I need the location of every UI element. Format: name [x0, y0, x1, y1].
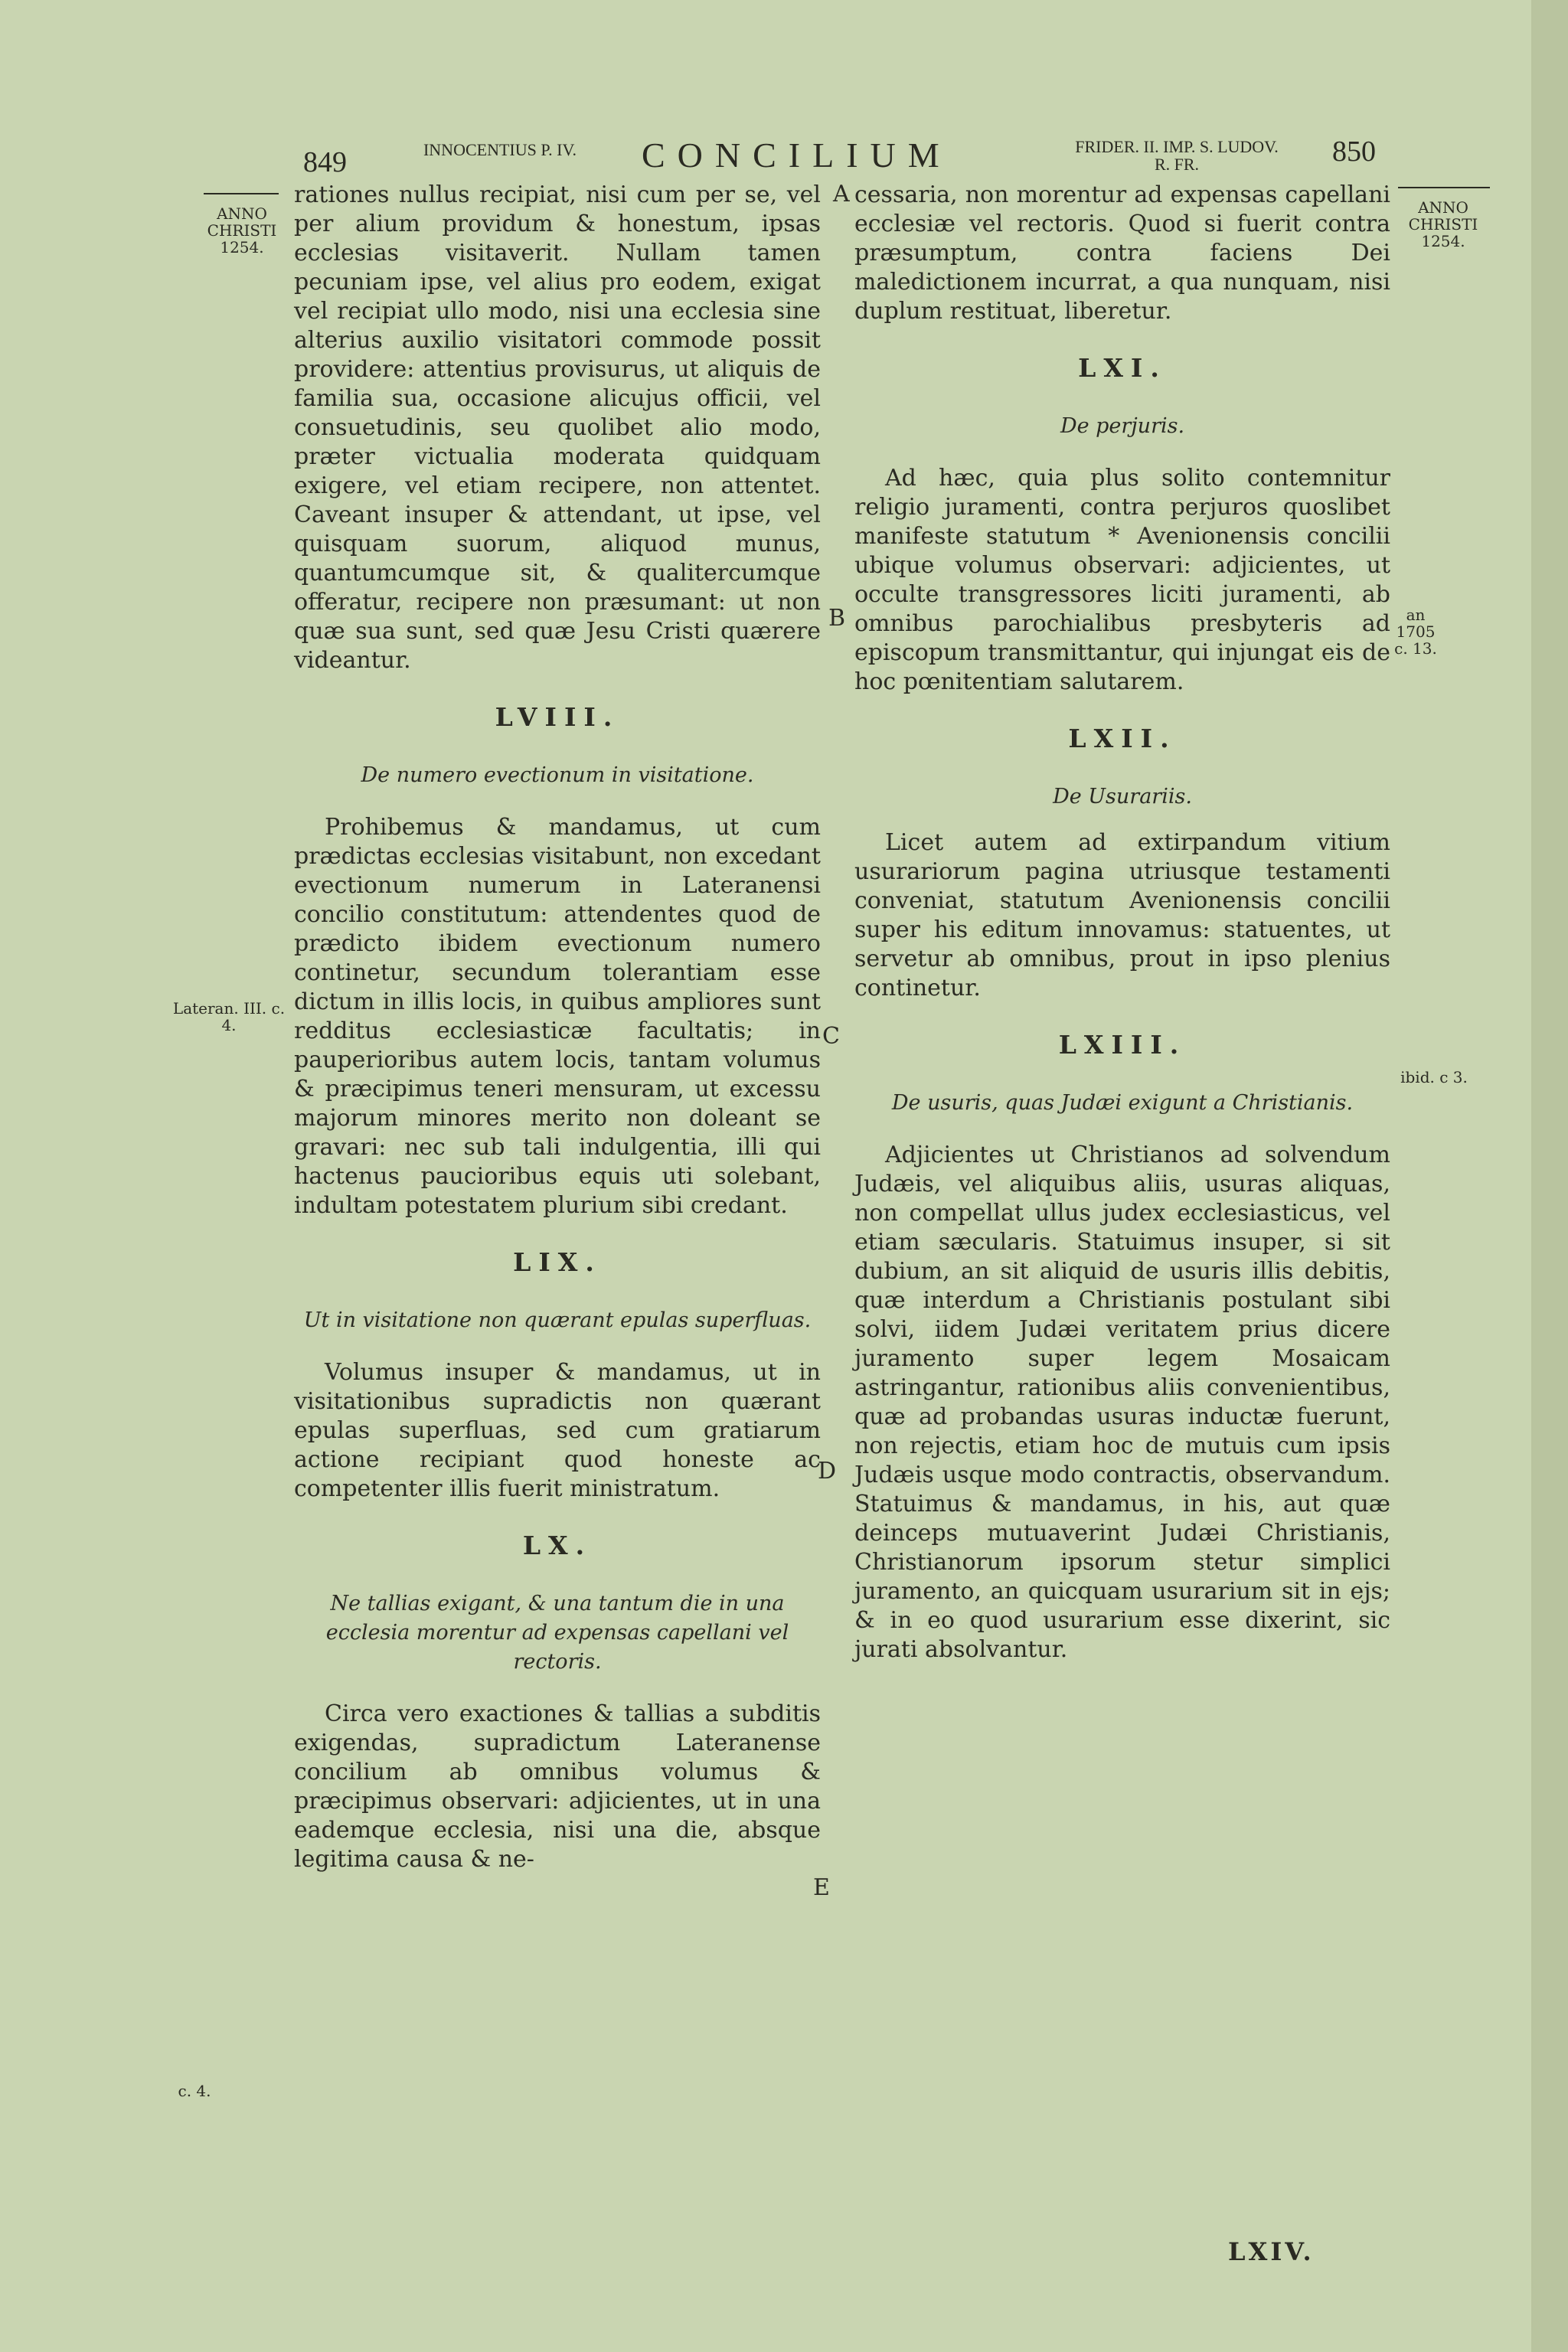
margin-ibid-ref: ibid. c 3. — [1400, 1068, 1468, 1086]
catchword: LXIV. — [1228, 2237, 1315, 2266]
section-number-58: LVIII. — [495, 702, 620, 732]
page-edge-strip — [1531, 0, 1568, 2352]
margin-lateran-ref: Lateran. III. c. 4. — [172, 999, 286, 1034]
section-number-62: LXII. — [1068, 724, 1177, 753]
page-number-right: 850 — [1332, 136, 1376, 168]
section-number-60: LX. — [522, 1530, 593, 1560]
paragraph-intro: rationes nullus recipiat, nisi cum per se, vel per alium providum & honestum, ipsas ecclesias visitaverit. Nullam tamen pecuniam ipse, vel alius pro eodem, exigat vel recipiat ullo modo, nisi una ecclesia sine alterius auxilio visitatori commode possit providere: attentius provisurus, ut aliquis de familia sua, occasione alicujus officii, vel consuetudinis, seu quolibet alio modo, præter victualia moderata quidquam exigere, vel etiam recipere, non attentet. Caveant insuper & attendant, ut ipse, vel quisquam suorum, aliquod munus, quantumcumque sit, & qualitercumque offeratur, recipere non præsumant: ut non quæ sua sunt, sed quæ Jesu Cristi quærere videantur. — [294, 181, 821, 674]
section-number-59: LIX. — [513, 1247, 602, 1277]
running-head-right: FRIDER. II. IMP. S. LUDOV. R. FR. — [1075, 137, 1279, 174]
margin-rule-right — [1398, 187, 1490, 188]
left-column — [294, 181, 821, 1874]
section-letter-e: E — [813, 1874, 830, 1901]
paragraph-63: Adjicientes ut Christianos ad solvendum Judæis, vel aliquibus aliis, usuras aliquas, non compellat ullus judex ecclesiasticus, vel etiam sæcularis. Statuimus insuper, si sit dubium, an sit aliquid de usuris illis debitis, quæ interdum a Christianis postulant sibi solvi, iidem Judæi veritatem prius dicere juramento super legem Mosaicam astringantur, rationibus aliis convenientibus, quæ ad probandas usuras inductæ fuerunt, non rejectis, etiam hoc de mutuis cum ipsis Judæis usque modo contractis, observandum. Statuimus & mandamus, in his, aut quæ deinceps mutuaverint Judæi Christianis, Christianorum ipsorum stetur simplici juramento, an quicquam usurarium sit in ejs; & in eo quod usurarium esse dixerint, sic jurati absolvantur. — [854, 1142, 1390, 1663]
paragraph-62: Licet autem ad extirpandum vitium usurariorum pagina utriusque testamenti conveniat, statutum Avenionensis concilii super his editum innovamus: statuentes, ut servetur ab omnibus, prout in ipso plenius continetur. — [854, 829, 1390, 1001]
margin-avenion-ref: an 1705 c. 13. — [1394, 606, 1437, 658]
section-title-62: De Usurariis. — [1053, 785, 1192, 808]
margin-anno-left: ANNO CHRISTI 1254. — [207, 204, 277, 256]
section-letter-a: A — [833, 181, 850, 207]
section-letter-d: D — [818, 1458, 837, 1485]
running-head-left: INNOCENTIUS P. IV. — [423, 140, 577, 159]
section-title-63: De usuris, quas Judæi exigunt a Christianis. — [891, 1091, 1354, 1115]
section-letter-b: B — [828, 605, 846, 632]
running-head-title: CONCILIUM — [642, 136, 952, 175]
right-column — [854, 181, 1390, 1664]
paragraph-60: Circa vero exactiones & tallias a subditis exigendas, supradictum Lateranense concilium ab omnibus volumus & præcipimus observari: adjicientes, ut in una eademque ecclesia, nisi una die, absque legitima causa & ne- — [294, 1700, 821, 1873]
margin-c4-ref: c. 4. — [178, 2082, 211, 2100]
section-title-59: Ut in visitatione non quærant epulas superfluas. — [303, 1308, 812, 1332]
section-title-60: Ne tallias exigant, & una tantum die in una ecclesia morentur ad expensas capellani vel rectoris. — [325, 1592, 789, 1674]
paragraph-58: Prohibemus & mandamus, ut cum prædictas ecclesias visitabunt, non excedant evectionum numerum in Lateranensi concilio constitutum: attendentes quod de prædicto ibidem evectionum numero continetur, secundum tolerantiam esse dictum in illis locis, in quibus ampliores sunt redditus ecclesiasticæ facultatis; in pauperioribus autem locis, tantam volumus & præcipimus teneri mensuram, ut excessu majorum minores merito non doleant se gravari: nec sub tali indulgentia, illi qui hactenus paucioribus equis uti solebant, indultam potestatem plurium sibi credant. — [294, 814, 821, 1219]
section-number-63: LXIII. — [1058, 1030, 1187, 1060]
section-title-61: De perjuris. — [1060, 414, 1185, 438]
paragraph-continued: cessaria, non morentur ad expensas capellani ecclesiæ vel rectoris. Quod si fuerit contra præsumptum, contra faciens Dei maledictionem incurrat, a qua nunquam, nisi duplum restituat, liberetur. — [854, 181, 1390, 325]
section-title-58: De numero evectionum in visitatione. — [361, 763, 754, 787]
margin-rule-left — [204, 193, 279, 194]
margin-anno-right: ANNO CHRISTI 1254. — [1408, 198, 1478, 250]
paragraph-59: Volumus insuper & mandamus, ut in visitationibus supradictis non quærant epulas superfluas, sed cum gratiarum actione recipiant quod honeste ac competenter illis fuerit ministratum. — [294, 1359, 821, 1502]
section-letter-c: C — [822, 1023, 840, 1050]
page-number-left: 849 — [303, 146, 347, 178]
section-number-61: LXI. — [1078, 353, 1167, 383]
paragraph-61: Ad hæc, quia plus solito contemnitur religio juramenti, contra perjuros quoslibet manifeste statutum * Avenionensis concilii ubique volumus observari: adjicientes, ut occulte transgressores liciti juramenti, ab omnibus parochialibus presbyteris ad episcopum transmittantur, qui injungat eis de hoc pœnitentiam salutarem. — [854, 465, 1390, 695]
